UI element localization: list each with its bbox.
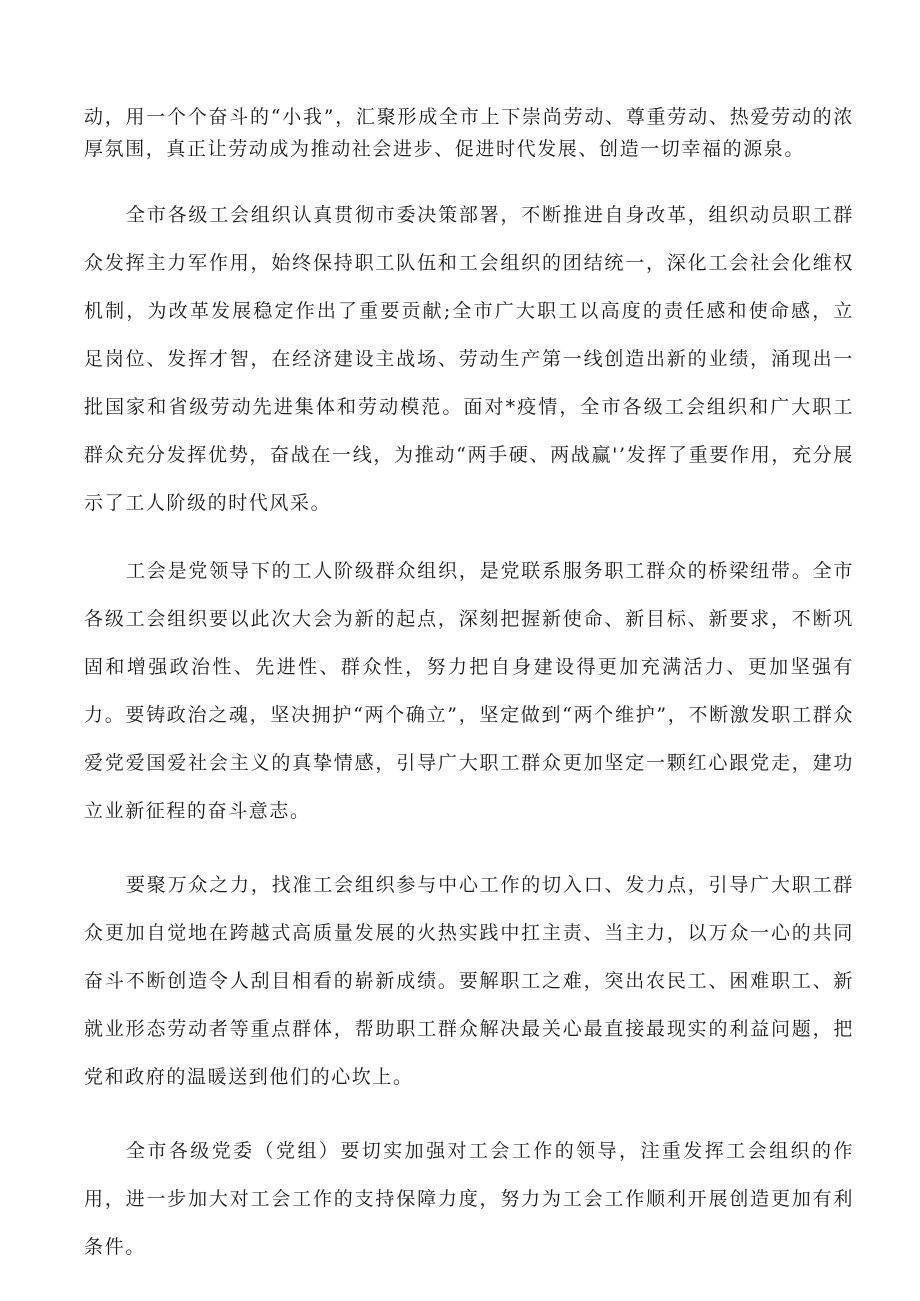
document-page (84, 101, 854, 1297)
paragraph-union-achievements: 全市各级工会组织认真贯彻市委决策部署，不断推进自身改革，组织动员职工群众发挥主力军作用，始终保持职工队伍和工会组织的团结统一，深化工会社会化维权机制，为改革发展稳定作出了重要贡献;全市广大职工以高度的责任感和使命感，立足岗位、发挥才智，在经济建设主战场、劳动生产第一线创造出新的业绩，涌现出一批国家和省级劳动先进集体和劳动模范。面对*疫情，全市各级工会组织和广大职工群众充分发挥优势，奋战在一线，为推动“两手硬、两战赢'’发挥了重要作用，充分展示了工人阶级的时代风采。 (84, 204, 854, 514)
paragraph-continuation: 动，用一个个奋斗的“小我”，汇聚形成全市上下崇尚劳动、尊重劳动、热爱劳动的浓厚氛围，真正让劳动成为推动社会进步、促进时代发展、创造一切幸福的源泉。 (84, 106, 854, 160)
paragraph-gather-strength: 要聚万众之力，找准工会组织参与中心工作的切入口、发力点，引导广大职工群众更加自觉地在跨越式高质量发展的火热实践中扛主责、当主力，以万众一心的共同奋斗不断创造令人刮目相看的崭新成绩。要解职工之难，突出农民工、困难职工、新就业形态劳动者等重点群体，帮助职工群众解决最关心最直接最现实的利益问题，把党和政府的温暖送到他们的心坎上。 (84, 874, 854, 1088)
paragraph-party-leadership: 全市各级党委（党组）要切实加强对工会工作的领导，注重发挥工会组织的作用，进一步加大对工会工作的支持保障力度，努力为工会工作顺利开展创造更加有利条件。 (84, 1140, 854, 1258)
paragraph-union-role: 工会是党领导下的工人阶级群众组织，是党联系服务职工群众的桥梁纽带。全市各级工会组织要以此次大会为新的起点，深刻把握新使命、新目标、新要求，不断巩固和增强政治性、先进性、群众性，努力把自身建设得更加充满活力、更加坚强有力。要铸政治之魂，坚决拥护“两个确立”，坚定做到“两个维护”，不断激发职工群众爱党爱国爱社会主义的真挚情感，引导广大职工群众更加坚定一颗红心跟党走，建功立业新征程的奋斗意志。 (84, 560, 854, 822)
